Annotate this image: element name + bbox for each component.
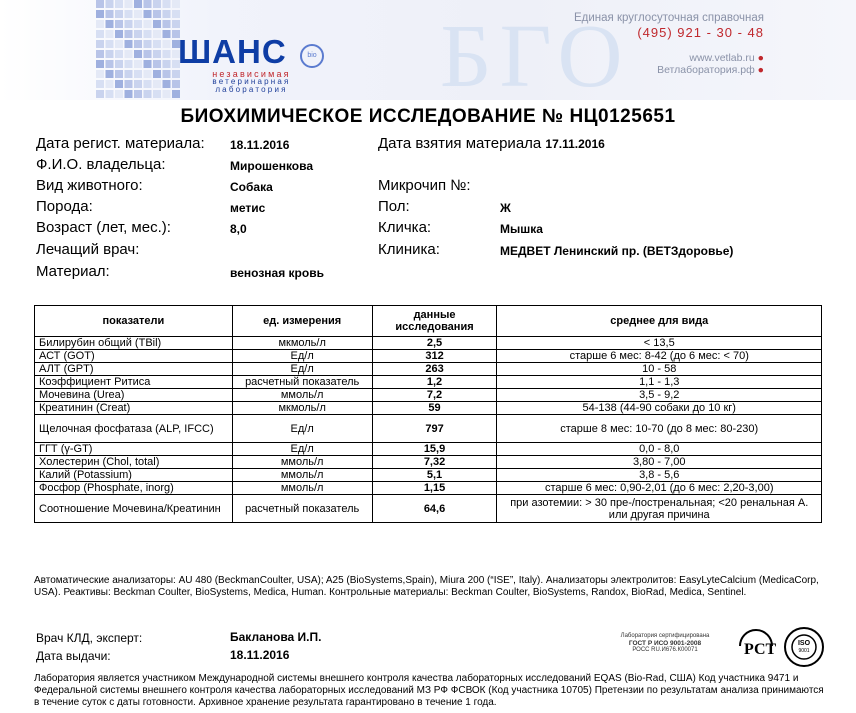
mosaic-tile	[144, 60, 152, 68]
mosaic-tile	[144, 40, 152, 48]
cell-reference: старше 8 мес: 10-70 (до 8 мес: 80-230)	[497, 415, 822, 443]
footer-note: Лаборатория является участником Международной системы внешнего контроля качества лабораторных исследований EQAS (Bio-Rad, США) Код участника 9471 и Федеральной системы внешнего контроля качества лабораторных исследований МЗ РФ ФСВОК (Код участника 10705) Претензии по результатам анализа принимаются в течение суток с даты готовности. Архивное хранение результата гарантировано в течение 1 года.	[34, 673, 824, 708]
mosaic-tile	[134, 10, 142, 18]
mosaic-tile	[115, 90, 123, 98]
table-row	[35, 469, 822, 482]
results-table	[34, 305, 822, 523]
mosaic-tile	[144, 20, 152, 28]
label-reg-date: Дата регист. материала:	[36, 135, 205, 152]
cell-result: 797	[372, 415, 497, 443]
mosaic-tile	[144, 30, 152, 38]
mosaic-tile	[106, 30, 114, 38]
mosaic-tile	[153, 50, 161, 58]
mosaic-tile	[96, 20, 104, 28]
cell-result: 15,9	[372, 443, 497, 456]
doctor-name: Бакланова И.П.	[230, 630, 322, 644]
cell-unit: ммоль/л	[232, 469, 372, 482]
cell-reference: 54-138 (44-90 собаки до 10 кг)	[497, 402, 822, 415]
mosaic-tile	[153, 20, 161, 28]
helpline-label: Единая круглосуточная справочная	[574, 12, 764, 24]
mosaic-tile	[125, 40, 133, 48]
mosaic-tile	[115, 70, 123, 78]
mosaic-tile	[134, 40, 142, 48]
mosaic-tile	[134, 70, 142, 78]
label-sample-date: Дата взятия материала 17.11.2016	[378, 135, 605, 152]
mosaic-tile	[106, 10, 114, 18]
mosaic-tile	[115, 50, 123, 58]
svg-text:РСТ: РСТ	[744, 641, 776, 658]
label-sex: Пол:	[378, 198, 410, 215]
cell-indicator: Фосфор (Phosphate, inorg)	[35, 482, 233, 495]
cell-unit: Ед/л	[232, 415, 372, 443]
rst-mark-icon	[736, 628, 776, 664]
cell-unit: мкмоль/л	[232, 337, 372, 350]
mosaic-tile	[115, 20, 123, 28]
mosaic-tile	[134, 50, 142, 58]
value-sample-date: 17.11.2016	[545, 137, 605, 151]
mosaic-tile	[163, 40, 171, 48]
value-clinic: МЕДВЕТ Ленинский пр. (ВЕТЗдоровье)	[500, 244, 734, 258]
cell-indicator: Креатинин (Creat)	[35, 402, 233, 415]
mosaic-tile	[125, 70, 133, 78]
header-banner	[0, 0, 856, 100]
mosaic-tile	[144, 50, 152, 58]
cell-result: 312	[372, 350, 497, 363]
cell-result: 2,5	[372, 337, 497, 350]
mosaic-tile	[115, 60, 123, 68]
value-sex: Ж	[500, 201, 511, 215]
cell-unit: расчетный показатель	[232, 376, 372, 389]
table-row	[35, 495, 822, 523]
cell-indicator: Соотношение Мочевина/Креатинин	[35, 495, 233, 523]
mosaic-tile	[125, 50, 133, 58]
cell-unit: Ед/л	[232, 443, 372, 456]
cell-reference: 3,8 - 5,6	[497, 469, 822, 482]
cell-unit: Ед/л	[232, 350, 372, 363]
cell-result: 64,6	[372, 495, 497, 523]
table-row	[35, 389, 822, 402]
mosaic-tile	[115, 10, 123, 18]
label-microchip: Микрочип №:	[378, 177, 471, 194]
mosaic-tile	[172, 20, 180, 28]
iso-seal-icon	[783, 626, 825, 668]
label-nickname: Кличка:	[378, 219, 432, 236]
table-row	[35, 363, 822, 376]
cell-reference: 0,0 - 8,0	[497, 443, 822, 456]
mosaic-tile	[134, 0, 142, 8]
cell-unit: мкмоль/л	[232, 402, 372, 415]
watermark-logo: БГО	[440, 7, 631, 100]
cell-unit: Ед/л	[232, 363, 372, 376]
mosaic-tile	[163, 0, 171, 8]
mosaic-tile	[125, 90, 133, 98]
mosaic-tile	[96, 60, 104, 68]
mosaic-tile	[163, 90, 171, 98]
mosaic-tile	[125, 20, 133, 28]
mosaic-tile	[134, 30, 142, 38]
mosaic-tile	[115, 40, 123, 48]
label-material: Материал:	[36, 263, 110, 280]
value-material: венозная кровь	[230, 266, 324, 280]
mosaic-tile	[115, 30, 123, 38]
cell-result: 1,15	[372, 482, 497, 495]
cell-reference: 10 - 58	[497, 363, 822, 376]
table-row	[35, 443, 822, 456]
label-age: Возраст (лет, мес.):	[36, 219, 171, 236]
mosaic-tile	[153, 40, 161, 48]
issue-date-value: 18.11.2016	[230, 648, 290, 662]
mosaic-tile	[96, 80, 104, 88]
label-breed: Порода:	[36, 198, 93, 215]
logo-subtitle: независимая ветеринарная лаборатория	[212, 69, 291, 94]
mosaic-tile	[96, 0, 104, 8]
svg-text:ISO: ISO	[797, 640, 811, 647]
phone-number[interactable]: (495) 921 - 30 - 48	[637, 25, 764, 40]
header-reference: среднее для вида	[497, 306, 822, 337]
header-indicator: показатели	[35, 306, 233, 337]
table-header-row	[35, 306, 822, 337]
value-age: 8,0	[230, 222, 247, 236]
logo-text: ШАНС	[178, 33, 287, 70]
mosaic-tile	[172, 0, 180, 8]
mosaic-tile	[125, 80, 133, 88]
cell-reference: старше 6 мес: 0,90-2,01 (до 6 мес: 2,20-3,00)	[497, 482, 822, 495]
cell-reference: < 13,5	[497, 337, 822, 350]
mosaic-tile	[125, 10, 133, 18]
mosaic-tile	[106, 50, 114, 58]
mosaic-tile	[144, 10, 152, 18]
mosaic-tile	[144, 0, 152, 8]
certification-text: Лаборатория сертифицирована ГОСТ Р ИСО 9001-2008 РОСС RU.И676.К00071	[620, 633, 710, 653]
mosaic-tile	[96, 50, 104, 58]
mosaic-tile	[96, 10, 104, 18]
analyzers-note: Автоматические анализаторы: AU 480 (BeckmanCoulter, USA); A25 (BioSystems,Spain), Miura 200 (“ISE”, Italy). Анализаторы электролитов: EasyLyteCalcium (MedicaCorp, USA). Реактивы: Beckman Coulter, BioSystems, Medica, Human. Контрольные материалы: Beckman Coulter, BioSystems, Randox, BioRad, Medica, Sentinel.	[34, 575, 819, 598]
table-row	[35, 337, 822, 350]
cell-indicator: Коэффициент Ритиса	[35, 376, 233, 389]
mosaic-tile	[153, 70, 161, 78]
mosaic-tile	[163, 60, 171, 68]
table-row	[35, 415, 822, 443]
cell-result: 7,2	[372, 389, 497, 402]
mosaic-tile	[153, 10, 161, 18]
mosaic-tile	[106, 90, 114, 98]
mosaic-tile	[125, 30, 133, 38]
cell-reference: 3,80 - 7,00	[497, 456, 822, 469]
mosaic-tile	[153, 60, 161, 68]
mosaic-tile	[96, 90, 104, 98]
mosaic-tile	[106, 70, 114, 78]
value-owner: Мирошенкова	[230, 159, 314, 173]
cell-indicator: ГГТ (γ-GT)	[35, 443, 233, 456]
cell-indicator: Билирубин общий (TBil)	[35, 337, 233, 350]
table-row	[35, 456, 822, 469]
mosaic-tile	[134, 90, 142, 98]
website-link-1[interactable]: www.vetlab.ru ●	[689, 52, 764, 64]
header-result: данные исследования	[372, 306, 497, 337]
cell-unit: ммоль/л	[232, 482, 372, 495]
mosaic-tile	[163, 70, 171, 78]
value-reg-date: 18.11.2016	[230, 138, 290, 152]
mosaic-tile	[134, 20, 142, 28]
label-species: Вид животного:	[36, 177, 143, 194]
cell-indicator: Щелочная фосфатаза (ALP, IFCC)	[35, 415, 233, 443]
logo-bio-mark: bio	[300, 44, 324, 68]
cell-indicator: АЛТ (GPT)	[35, 363, 233, 376]
value-nickname: Мышка	[500, 222, 543, 236]
mosaic-tile	[163, 80, 171, 88]
mosaic-tile	[163, 10, 171, 18]
table-row	[35, 402, 822, 415]
mosaic-tile	[144, 70, 152, 78]
mosaic-tile	[153, 30, 161, 38]
cell-indicator: АСТ (GOT)	[35, 350, 233, 363]
mosaic-tile	[106, 60, 114, 68]
header-unit: ед. измерения	[232, 306, 372, 337]
doctor-label: Врач КЛД, эксперт:	[36, 631, 143, 645]
issue-date-label: Дата выдачи:	[36, 649, 111, 663]
value-breed: метис	[230, 201, 266, 215]
cell-result: 263	[372, 363, 497, 376]
mosaic-tile	[163, 30, 171, 38]
mosaic-tile	[106, 0, 114, 8]
mosaic-tile	[134, 60, 142, 68]
mosaic-tile	[144, 90, 152, 98]
mosaic-tile	[96, 30, 104, 38]
mosaic-tile	[144, 80, 152, 88]
table-row	[35, 482, 822, 495]
cell-unit: ммоль/л	[232, 389, 372, 402]
cell-reference: 3,5 - 9,2	[497, 389, 822, 402]
mosaic-pattern	[96, 0, 182, 100]
mosaic-tile	[153, 80, 161, 88]
cell-reference: 1,1 - 1,3	[497, 376, 822, 389]
mosaic-tile	[153, 0, 161, 8]
mosaic-tile	[96, 40, 104, 48]
cell-reference: при азотемии: > 30 пре-/постренальная; <20 ренальная А. или другая причина	[497, 495, 822, 523]
mosaic-tile	[115, 80, 123, 88]
mosaic-tile	[163, 20, 171, 28]
cell-unit: ммоль/л	[232, 456, 372, 469]
mosaic-tile	[172, 10, 180, 18]
cell-unit: расчетный показатель	[232, 495, 372, 523]
table-row	[35, 350, 822, 363]
cell-indicator: Мочевина (Urea)	[35, 389, 233, 402]
website-link-2[interactable]: Ветлаборатория.рф ●	[657, 64, 764, 76]
mosaic-tile	[106, 20, 114, 28]
label-owner: Ф.И.О. владельца:	[36, 156, 166, 173]
cell-indicator: Холестерин (Chol, total)	[35, 456, 233, 469]
mosaic-tile	[153, 90, 161, 98]
mosaic-tile	[115, 0, 123, 8]
label-clinic: Клиника:	[378, 241, 440, 258]
table-row	[35, 376, 822, 389]
mosaic-tile	[96, 70, 104, 78]
cell-result: 59	[372, 402, 497, 415]
cell-result: 5,1	[372, 469, 497, 482]
svg-text:9001: 9001	[798, 648, 810, 654]
label-vet: Лечащий врач:	[36, 241, 140, 258]
mosaic-tile	[134, 80, 142, 88]
cell-indicator: Калий (Potassium)	[35, 469, 233, 482]
page-title: БИОХИМИЧЕСКОЕ ИССЛЕДОВАНИЕ № НЦ0125651	[180, 106, 676, 127]
cell-result: 7,32	[372, 456, 497, 469]
mosaic-tile	[163, 50, 171, 58]
mosaic-tile	[125, 0, 133, 8]
mosaic-tile	[106, 40, 114, 48]
mosaic-tile	[125, 60, 133, 68]
cell-reference: старше 6 мес: 8-42 (до 6 мес: < 70)	[497, 350, 822, 363]
cell-result: 1,2	[372, 376, 497, 389]
mosaic-tile	[106, 80, 114, 88]
value-species: Собака	[230, 180, 273, 194]
